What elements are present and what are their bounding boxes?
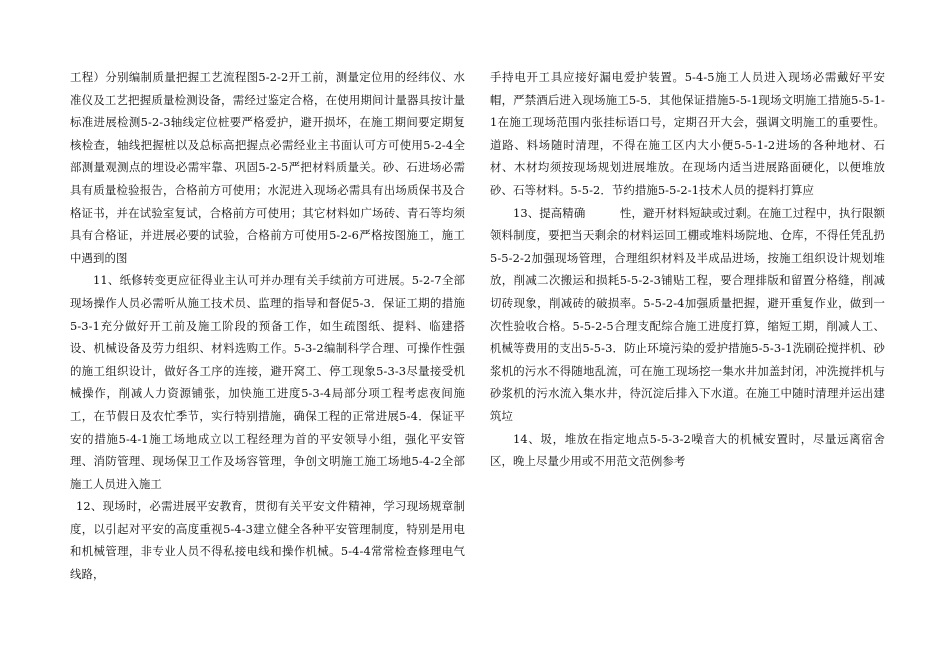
left-paragraph-3: 12、现场时，必需进展平安教育，贯彻有关平安文件精神，学习现场规章制度，以引起对平安的高度重视5-4-3建立健全各种平安管理制度，特别是用电和机械管理，非专业人员不得私接电线和操作机械。5-4-4常常检查修理电气线路， [70,499,465,582]
right-paragraph-3: 14、圾，堆放在指定地点5-5-3-2噪音大的机械安置时，尽量远离宿舍区，晚上尽量少用或不用范文范例参考 [490,431,885,469]
right-text-column [490,66,885,473]
left-paragraph-2: 11、纸修转变更应征得业主认可并办理有关手续前方可进展。5-2-7全部现场操作人员必需听从施工技术员、监理的指导和督促5-3．保证工期的措施5-3-1充分做好开工前及施工阶段的预备工作，如生疏图纸、提料、临建搭设、机械设备及劳力组织、材料选购工作。5-3-2编制科学合理、可操作性强的施工组织设计，做好各工序的连接，避开窝工、停工现象5-3-3尽量接受机械操作，削减人力资源铺张，加快施工进度5-3-4局部分项工程考虑夜间施工，在节假日及农忙季节，实行特别措施，确保工程的正常进展5-4．保证平安的措施5-4-1施工场地成立以工程经理为首的平安领导小组，强化平安管理、消防管理、现场保卫工作及场容管理，争创文明施工施工场地5-4-2全部施工人员进入施工 [70,273,465,491]
left-text-column [70,66,465,586]
left-paragraph-1: 工程）分别编制质量把握工艺流程图5-2-2开工前，测量定位用的经纬仪、水准仪及工艺把握质量检测设备，需经过鉴定合格，在使用期间计量器具按计量标准进展检测5-2-3轴线定位桩要严格爱护，避开损坏，在施工期间要定期复核检查，轴线把握桩以及总标高把握点必需经业主书面认可方可使用5-2-4全部测量观测点的埋设必需牢靠、巩固5-2-5严把材料质量关。砂、石进场必需具有质量检验报告，合格前方可使用；水泥进入现场必需具有出场质保书及合格证书，并在试验室复试，合格前方可使用；其它材料如广场砖、青石等均须具有合格证，并进展必要的试验，合格前方可使用5-2-6严格按图施工，施工中遇到的图 [70,70,465,265]
right-paragraph-1: 手持电开工具应接好漏电爱护装置。5-4-5施工人员进入现场必需戴好平安帽，严禁酒后进入现场施工5-5．其他保证措施5-5-1现场文明施工措施5-5-1-1在施工现场范围内张挂标语口号，定期召开大会，强调文明施工的重要性。道路、料场随时清理，不得在施工区内大小便5-5-1-2进场的各种地材、石材、木材均须按现场规划进展堆放。在现场内适当进展路面硬化，以便堆放砂、石等材料。5-5-2．节约措施5-5-2-1技术人员的提料打算应 [490,70,885,197]
right-paragraph-2: 13、提高精确 性，避开材料短缺或过剩。在施工过程中，执行限额领料制度，要把当天剩余的材料运回工棚或堆料场院地、仓库，不得任凭乱扔5-5-2-2加强现场管理，合理组织材料及半成品进场，按施工组织设计规划堆放，削减二次搬运和损耗5-5-2-3铺贴工程，要合理排版和留置分格缝，削减切砖现象，削减砖的破损率。5-5-2-4加强质量把握，避开重复作业，做到一次性验收合格。5-5-2-5合理支配综合施工进度打算，缩短工期，削减人工、机械等费用的支出5-5-3．防止环境污染的爱护措施5-5-3-1洗刷砼搅拌机、砂浆机的污水不得随地乱流，可在施工现场挖一集水井加盖封闭，冲洗搅拌机与砂浆机的污水流入集水井，待沉淀后排入下水道。在施工中随时清理并运出建筑垃 [490,205,885,423]
